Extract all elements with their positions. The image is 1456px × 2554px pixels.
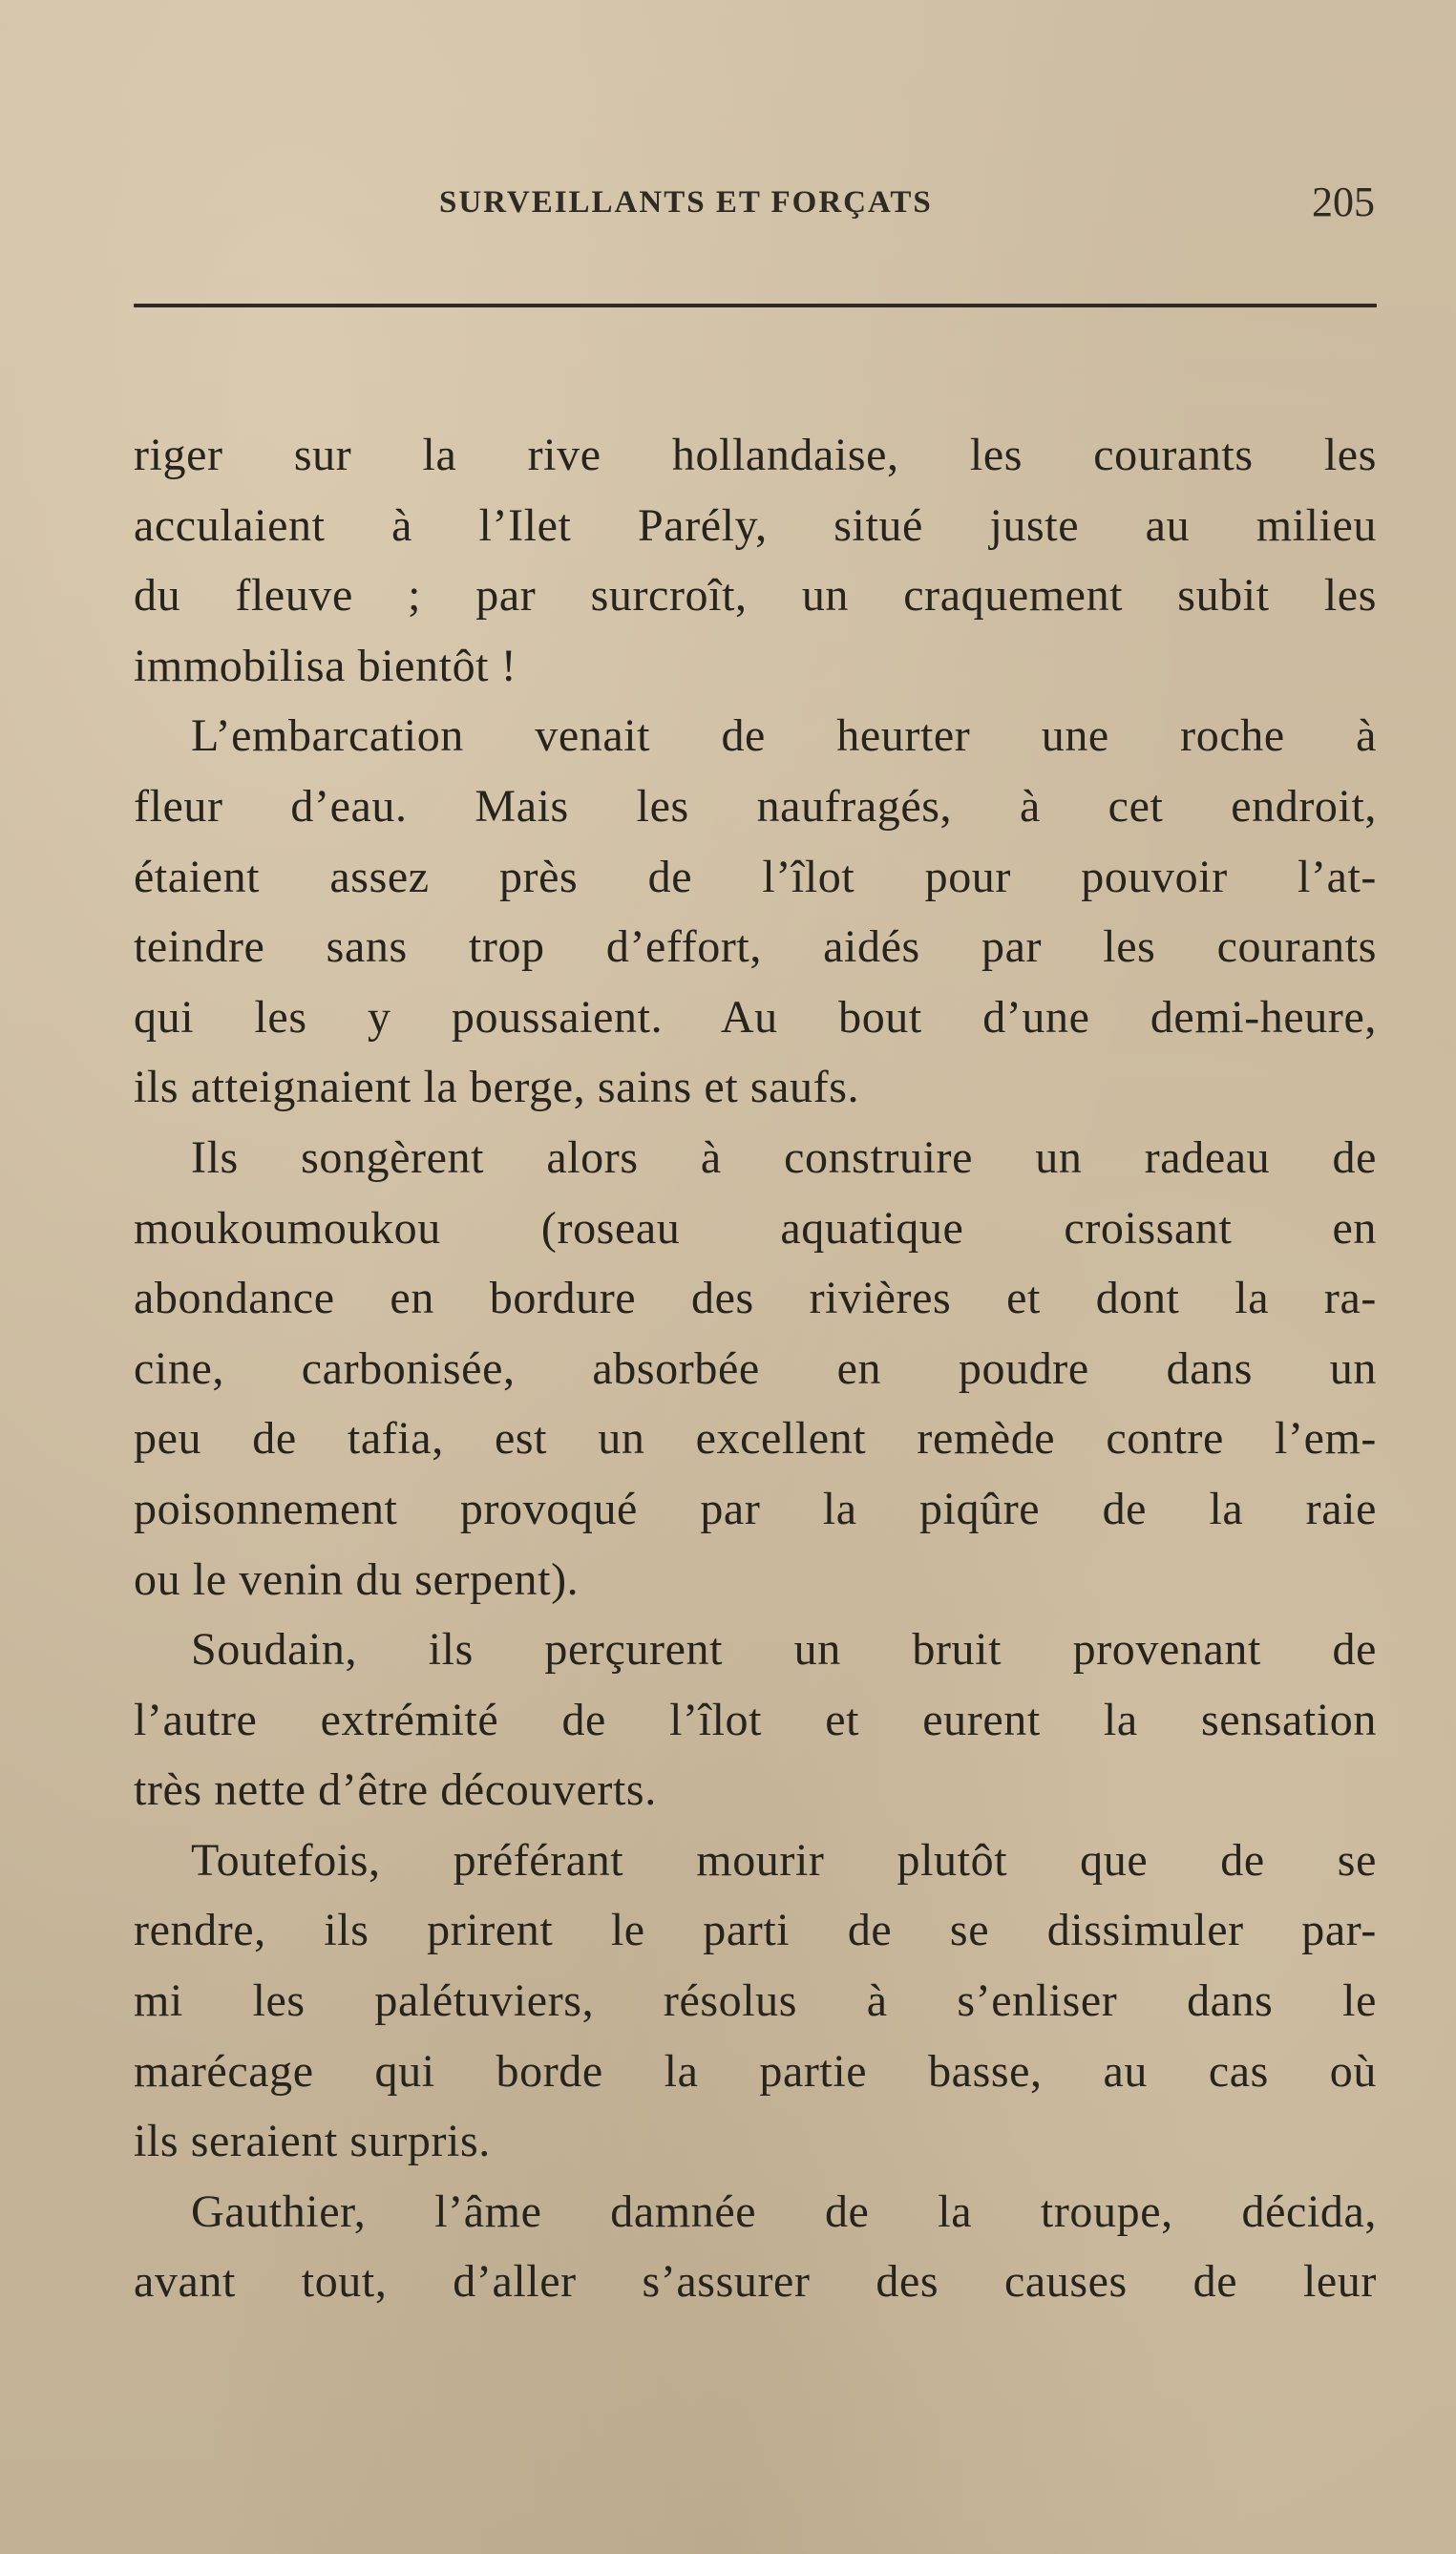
paragraph [134, 1826, 1377, 2177]
text-line: qui les y poussaient. Au bout d’une demi-heure, [134, 991, 1377, 1043]
text-line: peu de tafia, est un excellent remède contre l’em- [134, 1413, 1377, 1465]
page-number: 205 [1312, 179, 1375, 225]
running-head [134, 181, 1375, 239]
paragraph [134, 1123, 1377, 1615]
text-line: très nette d’être découverts. [134, 1764, 657, 1816]
text-line: ou le venin du serpent). [134, 1553, 580, 1605]
text-line: L’embarcation venait de heurter une roche à [191, 710, 1377, 762]
text-line: Gauthier, l’âme damnée de la troupe, décida, [191, 2185, 1377, 2237]
text-line: riger sur la rive hollandaise, les courants les [134, 430, 1377, 480]
text-line: Ils songèrent alors à construire un radeau de [191, 1131, 1377, 1183]
text-line: moukoumoukou (roseau aquatique croissant en [134, 1202, 1377, 1254]
paragraph [134, 1615, 1377, 1826]
running-head-title: SURVEILLANTS ET FORÇATS [439, 185, 933, 220]
paragraph [134, 2177, 1377, 2317]
text-line: marécage qui borde la partie basse, au cas où [134, 2045, 1377, 2097]
text-line: immobilisa bientôt ! [134, 640, 517, 691]
text-line: du fleuve ; par surcroît, un craquement subit les [134, 570, 1377, 622]
text-line: mi les palétuviers, résolus à s’enliser dans le [134, 1975, 1377, 2027]
text-line: cine, carbonisée, absorbée en poudre dans un [134, 1342, 1377, 1394]
text-line: rendre, ils prirent le parti de se dissimuler par- [134, 1905, 1377, 1956]
text-line: ils atteignaient la berge, sains et saufs. [134, 1062, 860, 1113]
text-line: fleur d’eau. Mais les naufragés, à cet endroit, [134, 780, 1377, 832]
text-line: abondance en bordure des rivières et dont la ra- [134, 1273, 1377, 1324]
paragraph [134, 701, 1377, 1123]
text-line: acculaient à l’Ilet Parély, situé juste au milieu [134, 499, 1377, 551]
text-line: étaient assez près de l’îlot pour pouvoir l’at- [134, 851, 1377, 902]
text-line: ils seraient surpris. [134, 2116, 491, 2167]
paragraph [134, 420, 1377, 701]
text-line: l’autre extrémité de l’îlot et eurent la sensation [134, 1694, 1377, 1745]
text-line: avant tout, d’aller s’assurer des causes de leur [134, 2256, 1377, 2308]
text-line: teindre sans trop d’effort, aidés par les courants [134, 921, 1377, 973]
text-line: poisonnement provoqué par la piqûre de la raie [134, 1483, 1377, 1534]
body-text [134, 420, 1377, 2317]
text-line: Soudain, ils perçurent un bruit provenant de [191, 1624, 1377, 1676]
header-rule [134, 304, 1377, 307]
text-line: Toutefois, préférant mourir plutôt que de se [191, 1834, 1377, 1886]
